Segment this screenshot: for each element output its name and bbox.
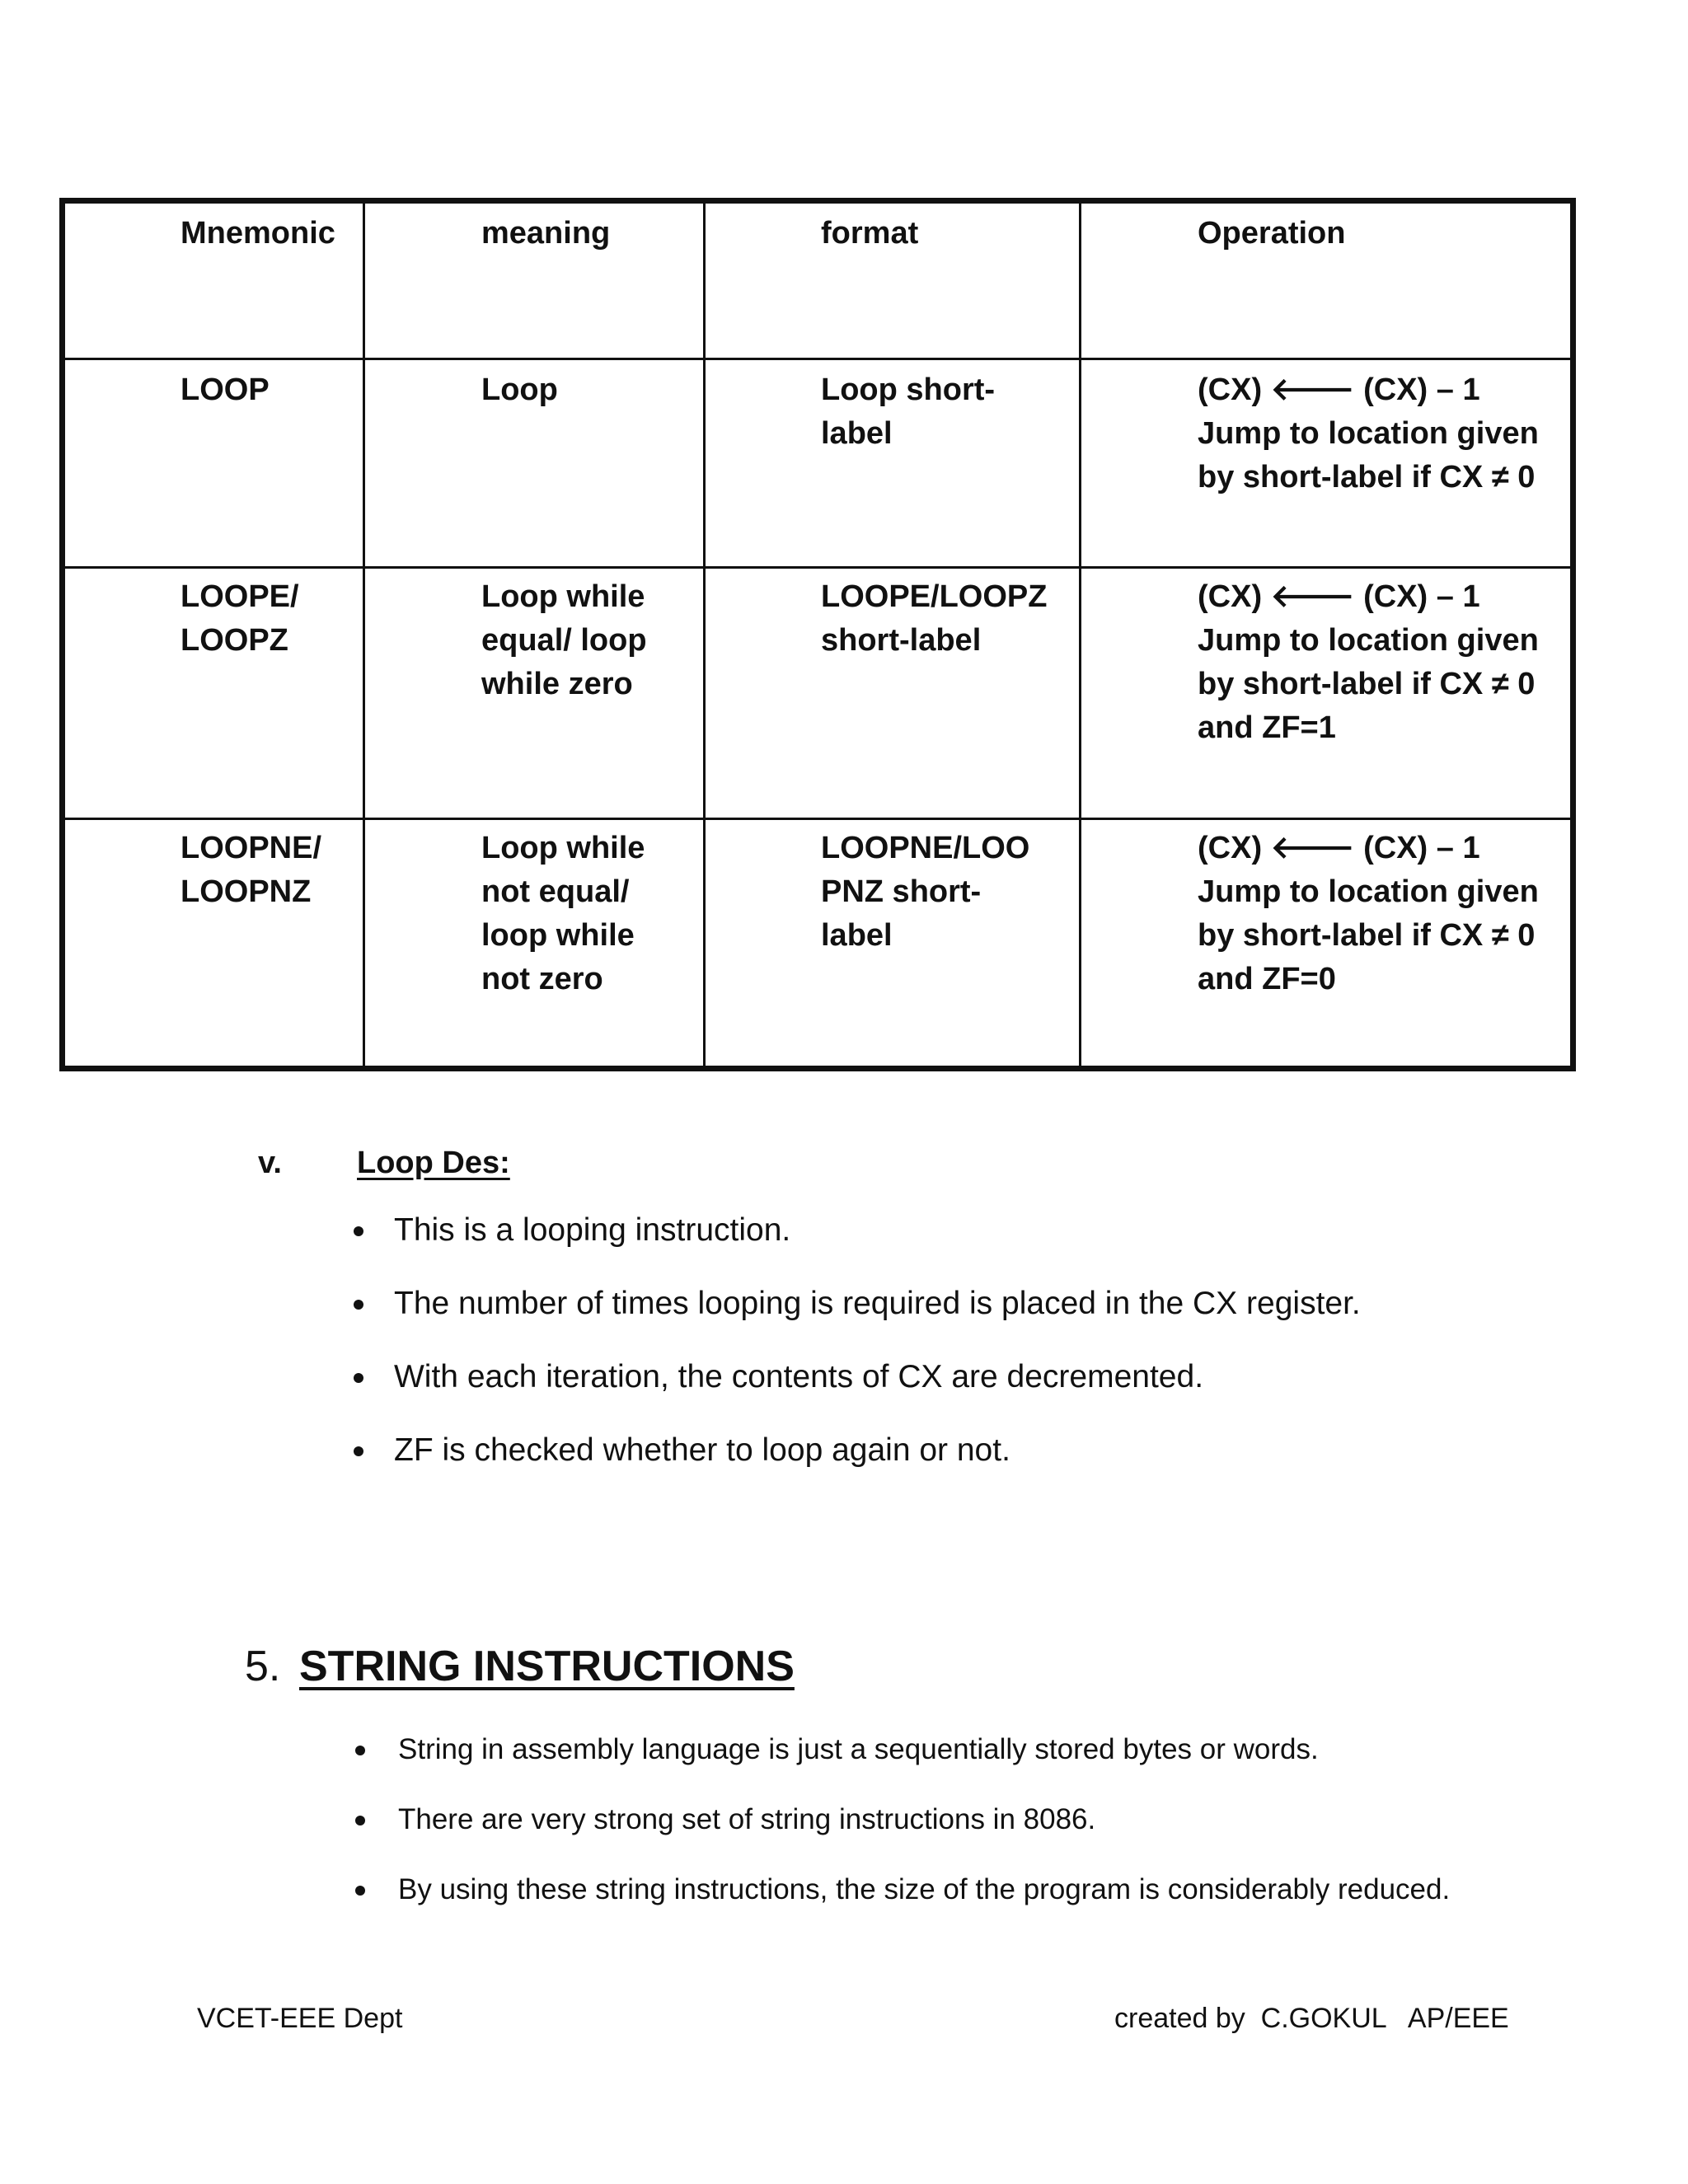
row-loopne-meaning: Loop while not equal/ loop while not zero — [481, 831, 645, 996]
header-format: format — [821, 216, 919, 251]
loop-bullet-list — [394, 1211, 1361, 1504]
row-loop-mnemonic: LOOP — [181, 373, 270, 407]
bullet-icon — [354, 1373, 363, 1383]
bullet-icon — [354, 1300, 363, 1310]
row-loopne-mnemonic: LOOPNE/ LOOPNZ — [181, 831, 322, 909]
footer-author: created by C.GOKUL AP/EEE — [1114, 2003, 1509, 2034]
header-meaning: meaning — [481, 216, 611, 251]
column-divider — [363, 204, 365, 1066]
string-bullet-list — [398, 1730, 1453, 1940]
row-divider — [65, 818, 1570, 820]
section-number: v. — [258, 1146, 282, 1180]
list-item: There are very strong set of string instructions in 8086. — [398, 1800, 1453, 1840]
chapter-title: STRING INSTRUCTIONS — [299, 1643, 795, 1690]
list-item: The number of times looping is required is placed in the CX register. — [394, 1284, 1361, 1357]
chapter-number: 5. — [245, 1643, 281, 1690]
section-title: Loop Des: — [357, 1146, 510, 1180]
column-divider — [1079, 204, 1081, 1066]
row-loop-operation: (CX) 🡐 (CX) – 1 Jump to location given by short-label if CX ≠ 0 — [1198, 373, 1539, 494]
row-loope-mnemonic: LOOPE/ LOOPZ — [181, 579, 299, 658]
row-loope-format: LOOPE/LOOPZ short-label — [821, 579, 1048, 658]
header-mnemonic: Mnemonic — [181, 216, 335, 251]
row-divider — [65, 566, 1570, 569]
header-operation: Operation — [1198, 216, 1346, 251]
row-loopne-format: LOOPNE/LOO PNZ short- label — [821, 831, 1030, 953]
list-item: By using these string instructions, the size of the program is considerably reduced. — [398, 1870, 1453, 1910]
row-loop-format: Loop short- label — [821, 373, 996, 451]
row-loopne-operation: (CX) 🡐 (CX) – 1 Jump to location given by short-label if CX ≠ 0 and ZF=0 — [1198, 831, 1539, 996]
bullet-icon — [355, 1816, 365, 1825]
row-loop-meaning: Loop — [481, 373, 558, 407]
list-item: ZF is checked whether to loop again or not. — [394, 1431, 1361, 1504]
bullet-icon — [354, 1226, 363, 1236]
bullet-icon — [355, 1886, 365, 1896]
column-divider — [703, 204, 706, 1066]
bullet-icon — [354, 1446, 363, 1456]
list-item: String in assembly language is just a sequentially stored bytes or words. — [398, 1730, 1453, 1769]
bullet-icon — [355, 1746, 365, 1755]
row-loope-meaning: Loop while equal/ loop while zero — [481, 579, 647, 701]
row-divider — [65, 358, 1570, 360]
list-item: This is a looping instruction. — [394, 1211, 1361, 1284]
row-loope-operation: (CX) 🡐 (CX) – 1 Jump to location given by short-label if CX ≠ 0 and ZF=1 — [1198, 579, 1539, 745]
list-item: With each iteration, the contents of CX are decremented. — [394, 1357, 1361, 1431]
loop-instructions-table — [59, 198, 1576, 1071]
footer-department: VCET-EEE Dept — [197, 2003, 403, 2034]
